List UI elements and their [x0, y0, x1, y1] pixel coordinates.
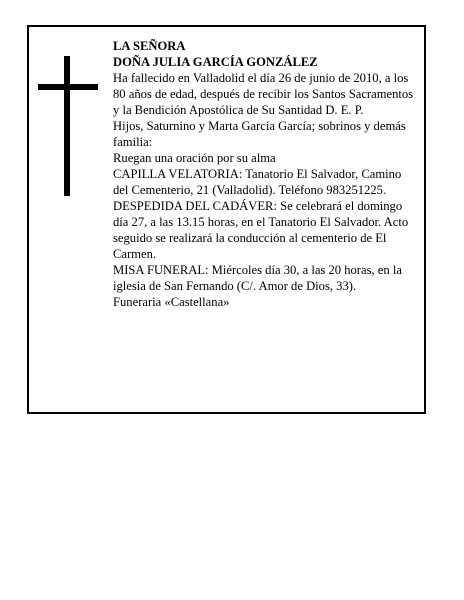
prayer-request: Ruegan una oración por su alma — [113, 151, 276, 165]
chapel-info: CAPILLA VELATORIA: Tanatorio El Salvador, Camino del Cementerio, 21 (Valladolid). Teléfono 983251225. — [113, 167, 402, 197]
funeral-mass-info: MISA FUNERAL: Miércoles día 30, a las 20 horas, en la iglesia de San Fernando (C/. Amor de Dios, 33). — [113, 263, 402, 293]
death-announcement: Ha fallecido en Valladolid el día 26 de junio de 2010, a los 80 años de edad, después de recibir los Santos Sacramentos y la Bendición Apostólica de Su Santidad D. E. P. — [113, 71, 414, 117]
cross-icon — [38, 56, 98, 196]
notice-body — [113, 38, 419, 310]
family-list: Hijos, Saturnino y Marta García García; sobrinos y demás familia: — [113, 119, 406, 149]
cross-vertical-bar — [64, 56, 70, 196]
farewell-info: DESPEDIDA DEL CADÁVER: Se celebrará el domingo día 27, a las 13.15 horas, en el Tanatorio El Salvador. Acto seguido se realizará la conducción al cementerio de El Carmen. — [113, 199, 409, 261]
cross-horizontal-bar — [38, 84, 98, 90]
funeral-home: Funeraria «Castellana» — [113, 295, 230, 309]
deceased-name: DOÑA JULIA GARCÍA GONZÁLEZ — [113, 55, 318, 69]
notice-title: LA SEÑORA — [113, 39, 186, 53]
